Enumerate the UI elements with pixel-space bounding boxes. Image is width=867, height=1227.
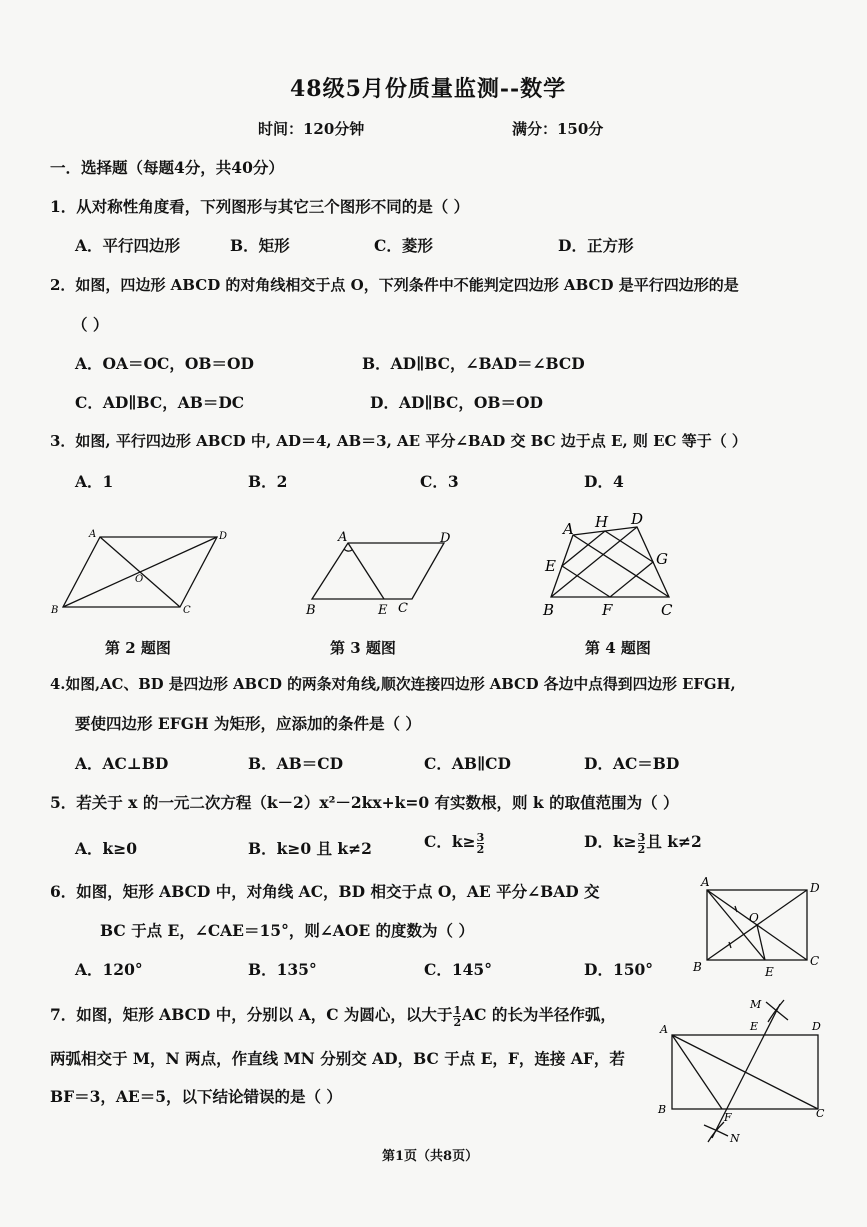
q4-option-a: A．AC⊥BD bbox=[75, 754, 169, 773]
fig6-label-c: C bbox=[810, 954, 820, 968]
fig4-label-f: F bbox=[602, 601, 613, 619]
q2-option-c: C．AD∥BC，AB＝DC bbox=[75, 393, 245, 412]
q4-option-b: B．AB＝CD bbox=[248, 754, 344, 773]
question-5-stem: 5．若关于 x 的一元二次方程（k－2）x²－2kx+k=0 有实数根，则 k 的取值范围为（ ） bbox=[50, 793, 679, 812]
fig7-label-a: A bbox=[660, 1023, 668, 1036]
q5-option-c-fraction bbox=[477, 832, 485, 855]
q2-option-b: B．AD∥BC，∠BAD＝∠BCD bbox=[362, 354, 585, 373]
fig7-label-n: N bbox=[730, 1132, 740, 1145]
fig6-label-a: A bbox=[701, 875, 710, 889]
q2-option-a: A．OA＝OC，OB＝OD bbox=[75, 354, 254, 373]
q5-option-c-text: C．k≥ bbox=[424, 832, 476, 851]
figure-q4 bbox=[535, 505, 695, 620]
q7-fraction bbox=[453, 1005, 461, 1028]
fig2-label-d: D bbox=[219, 531, 228, 542]
fig4-label-d: D bbox=[631, 510, 644, 528]
q6-option-b: B．135° bbox=[248, 960, 317, 979]
fig4-label-a: A bbox=[563, 520, 574, 538]
fig6-label-b: B bbox=[693, 960, 702, 974]
q3-option-b: B．2 bbox=[248, 472, 288, 491]
fig4-label-h: H bbox=[595, 513, 609, 531]
fig2-label-a: A bbox=[89, 529, 97, 540]
fig4-label-g: G bbox=[656, 550, 668, 568]
fig7-label-f: F bbox=[724, 1111, 732, 1124]
q7-stem-text-post: AC 的长为半径作弧， bbox=[462, 1005, 616, 1024]
q5-option-d-denominator: 2 bbox=[637, 842, 646, 856]
question-7-stem-cont: 两弧相交于 M，N 两点，作直线 MN 分别交 AD，BC 于点 E，F，连接 AF，若 bbox=[50, 1049, 625, 1068]
question-6-stem: 6．如图，矩形 ABCD 中，对角线 AC，BD 相交于点 O，AE 平分∠BAD 交 bbox=[50, 882, 600, 901]
exam-score: 满分：150分 bbox=[512, 120, 604, 138]
q4-option-d: D．AC＝BD bbox=[584, 754, 680, 773]
exam-time: 时间：120分钟 bbox=[258, 120, 365, 138]
fig3-label-c: C bbox=[398, 601, 408, 616]
q5-option-c bbox=[424, 830, 485, 855]
page-title: 48级5月份质量监测--数学 bbox=[290, 76, 567, 102]
q2-option-d: D．AD∥BC，OB＝OD bbox=[370, 393, 543, 412]
q3-option-c: C．3 bbox=[420, 472, 459, 491]
figure-q2 bbox=[45, 525, 245, 620]
q5-option-d-text: D．k≥ bbox=[584, 832, 637, 851]
question-7-stem bbox=[50, 1003, 616, 1028]
fig7-label-b: B bbox=[658, 1103, 667, 1116]
question-4-stem: 4.如图,AC、BD 是四边形 ABCD 的两条对角线,顺次连接四边形 ABCD 各边中点得到四边形 EFGH, bbox=[50, 676, 736, 693]
figure-q3 bbox=[300, 525, 460, 620]
fig4-label-c: C bbox=[661, 601, 673, 619]
q5-option-c-denominator: 2 bbox=[476, 842, 485, 856]
q5-option-d-suffix: 且 k≠2 bbox=[646, 832, 702, 851]
q6-option-a: A．120° bbox=[75, 960, 143, 979]
q1-option-c: C．菱形 bbox=[374, 236, 433, 255]
question-7-stem-cont2: BF＝3，AE＝5，以下结论错误的是（ ） bbox=[50, 1087, 342, 1106]
question-2-stem: 2．如图，四边形 ABCD 的对角线相交于点 O，下列条件中不能判定四边形 ABCD 是平行四边形的是 bbox=[50, 276, 739, 294]
fig6-label-d: D bbox=[810, 881, 820, 895]
fig3-label-e: E bbox=[378, 603, 388, 618]
fig2-label-b: B bbox=[51, 605, 59, 616]
q3-option-d: D．4 bbox=[584, 472, 624, 491]
fig7-label-c: C bbox=[816, 1107, 825, 1120]
q6-option-d: D．150° bbox=[584, 960, 654, 979]
figure-q6 bbox=[685, 870, 825, 980]
fig3-label-b: B bbox=[306, 603, 316, 618]
q7-denominator: 2 bbox=[453, 1015, 462, 1029]
q5-option-d bbox=[584, 830, 702, 855]
fig2-label-c: C bbox=[183, 605, 191, 616]
figure-q4-caption: 第 4 题图 bbox=[585, 639, 651, 657]
page-number: 第1页（共8页） bbox=[382, 1149, 479, 1164]
q1-option-a: A．平行四边形 bbox=[75, 236, 181, 255]
fig7-label-d: D bbox=[812, 1020, 821, 1033]
q5-option-d-fraction bbox=[638, 832, 646, 855]
q5-option-b: B．k≥0 且 k≠2 bbox=[248, 839, 372, 858]
fig3-label-a: A bbox=[338, 530, 348, 545]
fig6-label-e: E bbox=[765, 965, 774, 979]
q3-option-a: A．1 bbox=[75, 472, 114, 491]
section-heading: 一．选择题（每题4分，共40分） bbox=[50, 158, 284, 177]
q1-option-d: D．正方形 bbox=[558, 236, 634, 255]
fig3-label-d: D bbox=[440, 531, 451, 546]
q5-option-d-numerator: 3 bbox=[637, 830, 646, 844]
question-6-stem-cont: BC 于点 E，∠CAE＝15°，则∠AOE 的度数为（ ） bbox=[100, 921, 474, 940]
fig2-label-o: O bbox=[135, 574, 144, 585]
fig7-label-e: E bbox=[750, 1020, 759, 1033]
q7-stem-text: 7．如图，矩形 ABCD 中，分别以 A，C 为圆心，以大于 bbox=[50, 1005, 453, 1024]
question-3-stem: 3．如图, 平行四边形 ABCD 中, AD＝4, AB＝3, AE 平分∠BAD 交 BC 边于点 E, 则 EC 等于（ ） bbox=[50, 432, 747, 450]
figure-q3-caption: 第 3 题图 bbox=[330, 639, 396, 657]
q5-option-a: A．k≥0 bbox=[75, 839, 138, 858]
fig7-label-m: M bbox=[750, 998, 762, 1011]
q4-option-c: C．AB∥CD bbox=[424, 754, 511, 773]
question-2-stem-cont: （ ） bbox=[72, 315, 109, 334]
fig4-label-e: E bbox=[545, 557, 556, 575]
question-1-stem: 1．从对称性角度看，下列图形与其它三个图形不同的是（ ） bbox=[50, 197, 470, 216]
q6-option-c: C．145° bbox=[424, 960, 492, 979]
fig6-label-o: O bbox=[749, 911, 759, 925]
q1-option-b: B．矩形 bbox=[230, 236, 290, 255]
fig4-label-b: B bbox=[543, 601, 555, 619]
figure-q2-caption: 第 2 题图 bbox=[105, 639, 171, 657]
figure-q7 bbox=[650, 990, 835, 1150]
q7-numerator: 1 bbox=[453, 1003, 462, 1017]
q5-option-c-numerator: 3 bbox=[476, 830, 485, 844]
question-4-stem-cont: 要使四边形 EFGH 为矩形，应添加的条件是（ ） bbox=[75, 714, 421, 733]
